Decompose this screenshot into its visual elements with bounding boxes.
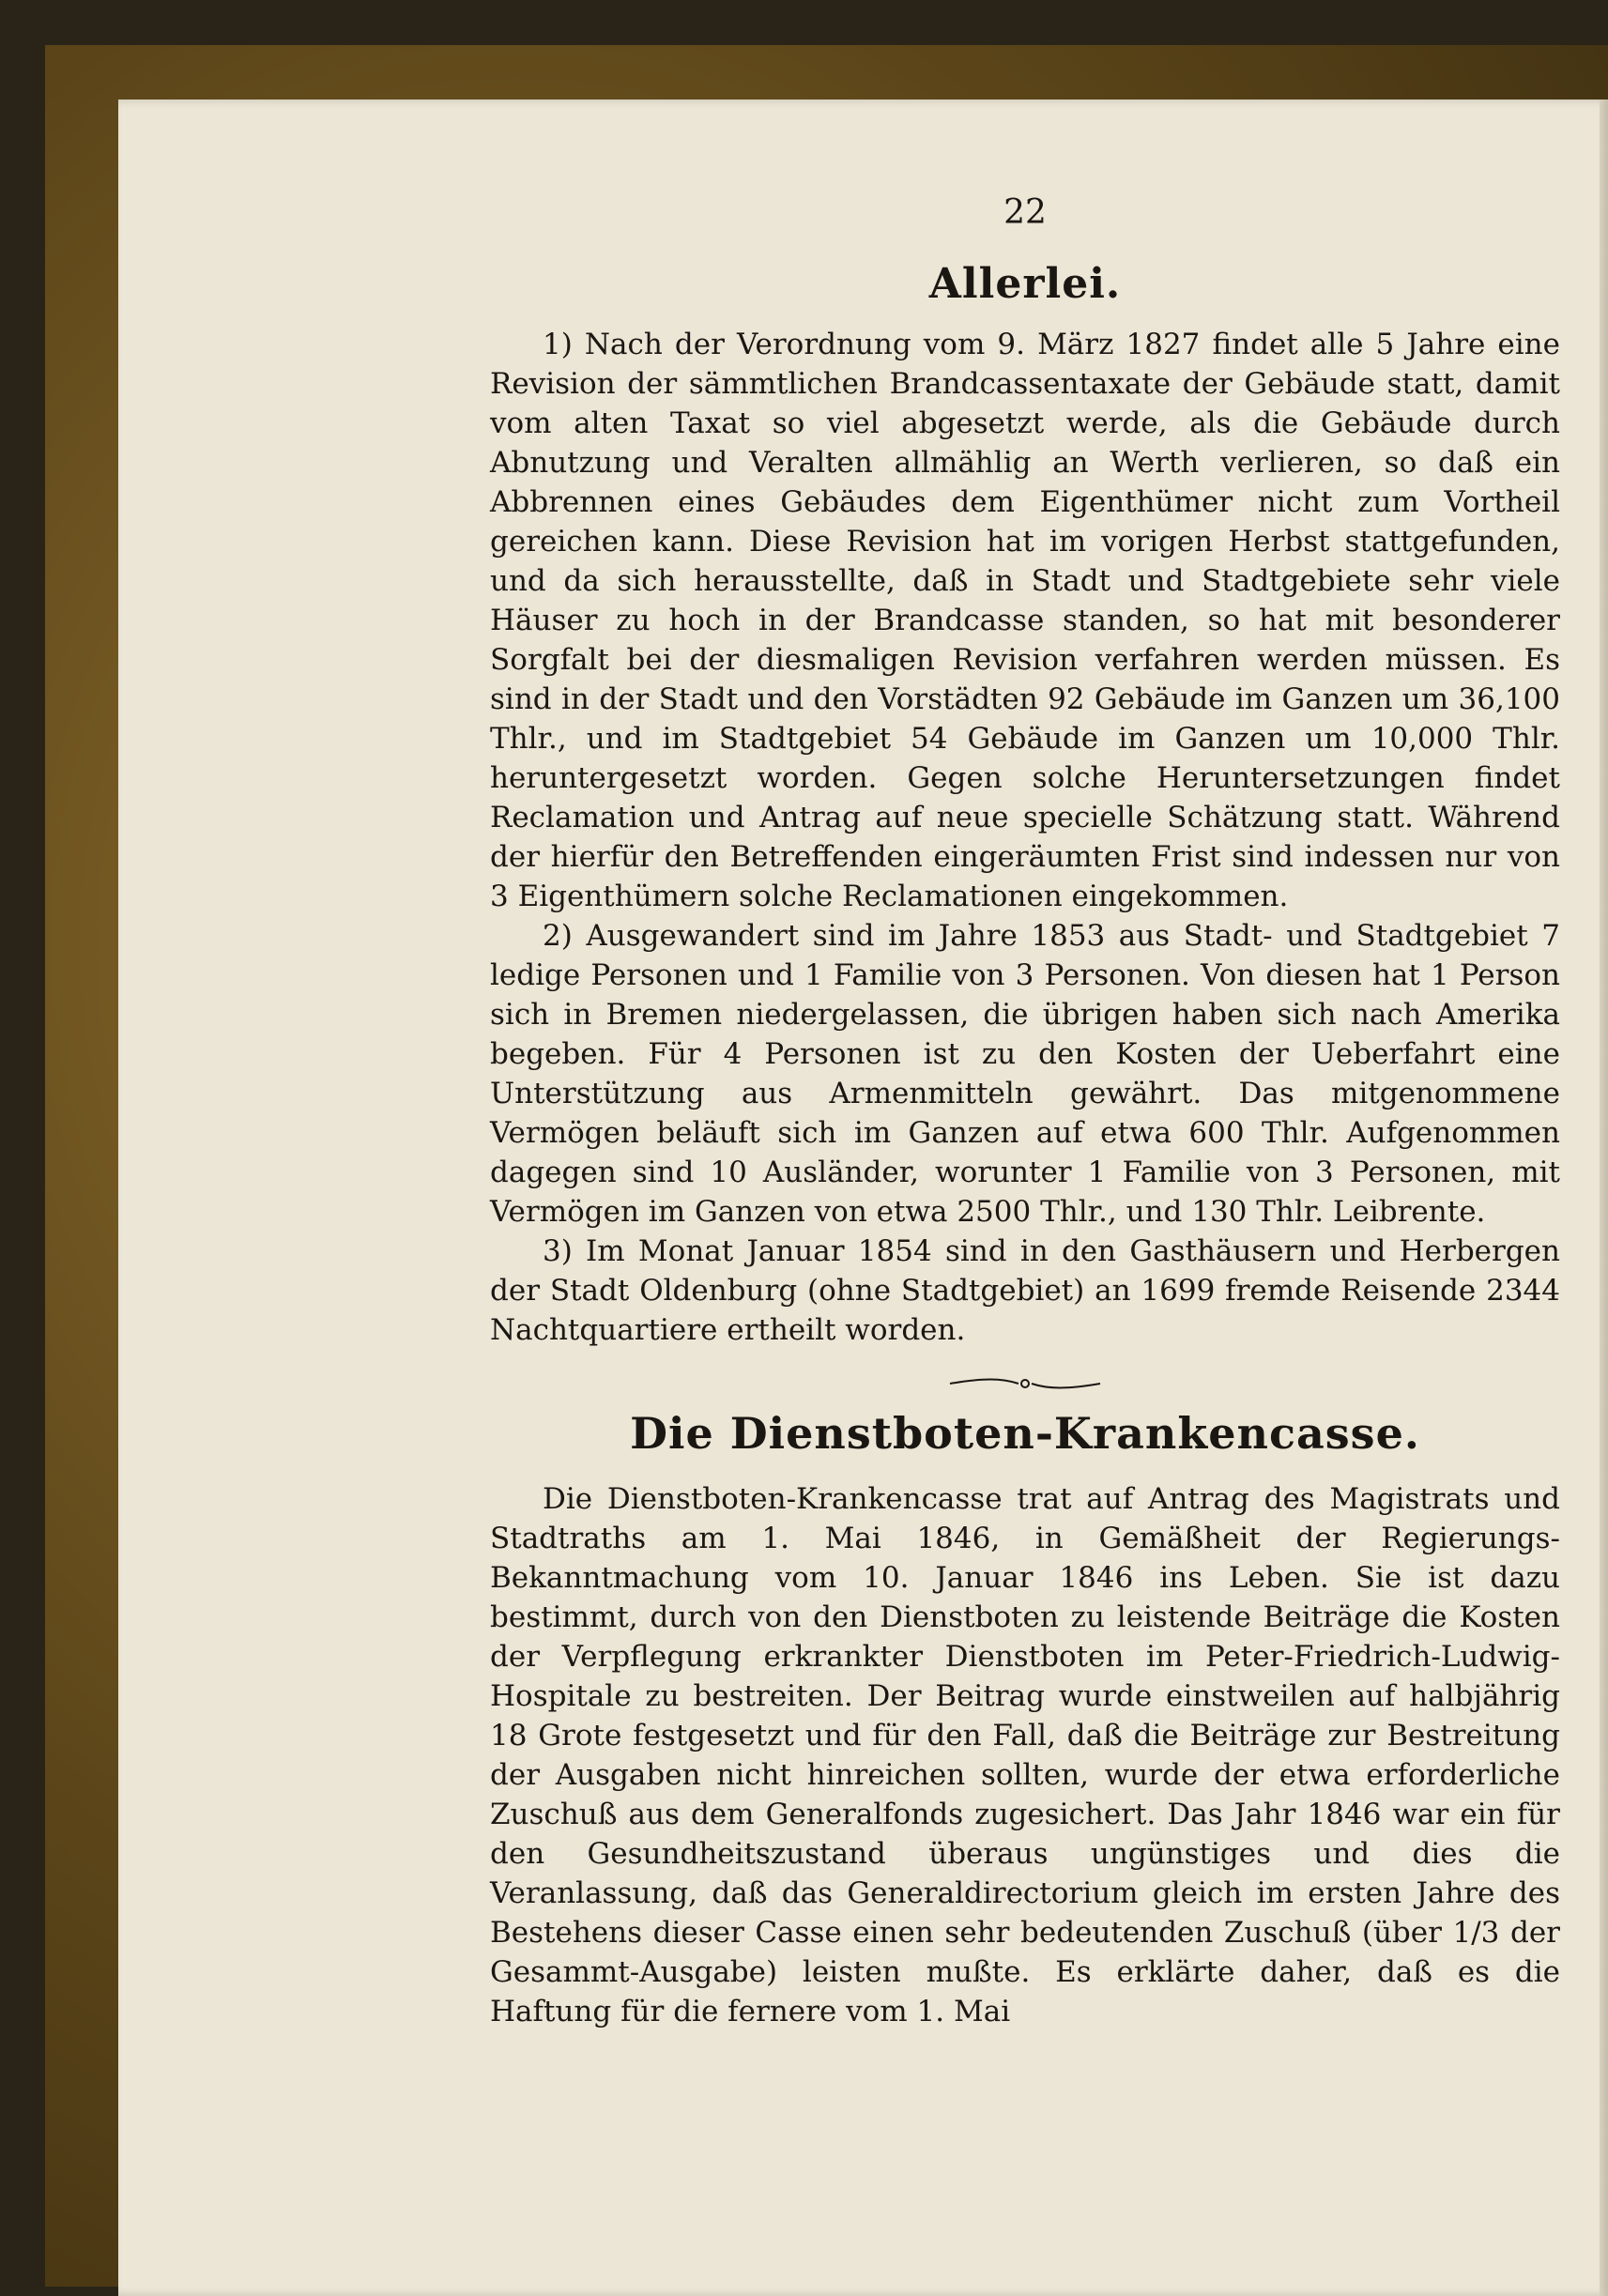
book-page	[118, 99, 1608, 2296]
ornamental-divider	[945, 1374, 1105, 1393]
page-edge	[1600, 99, 1608, 2296]
paragraph-1: 1) Nach der Verordnung vom 9. März 1827 findet alle 5 Jahre eine Revision der sämmtlichen Brandcassentaxate der Gebäude statt, damit vom alten Taxat so viel abgesetzt werde, als die Gebäude durch Abnutzung und Veralten allmählig an Werth verlieren, so daß ein Abbrennen eines Gebäudes dem Eigenthümer nicht zum Vortheil gereichen kann. Diese Revision hat im vorigen Herbst stattgefunden, und da sich herausstellte, daß in Stadt und Stadtgebiete sehr viele Häuser zu hoch in der Brandcasse standen, so hat mit besonderer Sorgfalt bei der diesmaligen Revision verfahren werden müssen. Es sind in der Stadt und den Vorstädten 92 Gebäude im Ganzen um 36,100 Thlr., und im Stadtgebiet 54 Gebäude im Ganzen um 10,000 Thlr. heruntergesetzt worden. Gegen solche Heruntersetzungen findet Reclamation und Antrag auf neue specielle Schätzung statt. Während der hierfür den Betreffenden eingeräumten Frist sind indessen nur von 3 Eigenthümern solche Reclamationen eingekommen.	[490, 328, 1560, 913]
section-heading-krankencasse: Die Dienstboten-Krankencasse.	[630, 1408, 1420, 1459]
paragraph-4: Die Dienstboten-Krankencasse trat auf Antrag des Magistrats und Stadtraths am 1. Mai 1846, in Gemäßheit der Regierungs-Bekanntmachung vom 10. Januar 1846 ins Leben. Sie ist dazu bestimmt, durch von den Dienstboten zu leistende Beiträge die Kosten der Verpflegung erkrankter Dienstboten im Peter-Friedrich-Ludwig-Hospitale zu bestreiten. Der Beitrag wurde einstweilen auf halbjährig 18 Grote festgesetzt und für den Fall, daß die Beiträge zur Bestreitung der Ausgaben nicht hinreichen sollten, wurde der etwa erforderliche Zuschuß aus dem Generalfonds zugesichert. Das Jahr 1846 war ein für den Gesundheitszustand überaus ungünstiges und dies die Veranlassung, daß das Generaldirectorium gleich im ersten Jahre des Bestehens dieser Casse einen sehr bedeutenden Zuschuß (über 1/3 der Gesammt-Ausgabe) leisten mußte. Es erklärte daher, daß es die Haftung für die fernere vom 1. Mai	[490, 1482, 1560, 2028]
paragraph-2: 2) Ausgewandert sind im Jahre 1853 aus Stadt- und Stadtgebiet 7 ledige Personen und 1 Familie von 3 Personen. Von diesen hat 1 Person sich in Bremen niedergelassen, die übrigen haben sich nach Amerika begeben. Für 4 Personen ist zu den Kosten der Ueberfahrt eine Unterstützung aus Armenmitteln gewährt. Das mitgenommene Vermögen beläuft sich im Ganzen auf etwa 600 Thlr. Aufgenommen dagegen sind 10 Ausländer, worunter 1 Familie von 3 Personen, mit Vermögen im Ganzen von etwa 2500 Thlr., und 130 Thlr. Leibrente.	[490, 919, 1560, 1229]
page-number: 22	[1003, 193, 1047, 232]
paragraph-3: 3) Im Monat Januar 1854 sind in den Gasthäusern und Herbergen der Stadt Oldenburg (ohne Stadtgebiet) an 1699 fremde Reisende 2344 Nachtquartiere ertheilt worden.	[490, 1234, 1560, 1347]
book-cover	[45, 45, 1608, 2287]
section-heading-allerlei: Allerlei.	[928, 260, 1122, 308]
page-content	[490, 193, 1560, 2031]
